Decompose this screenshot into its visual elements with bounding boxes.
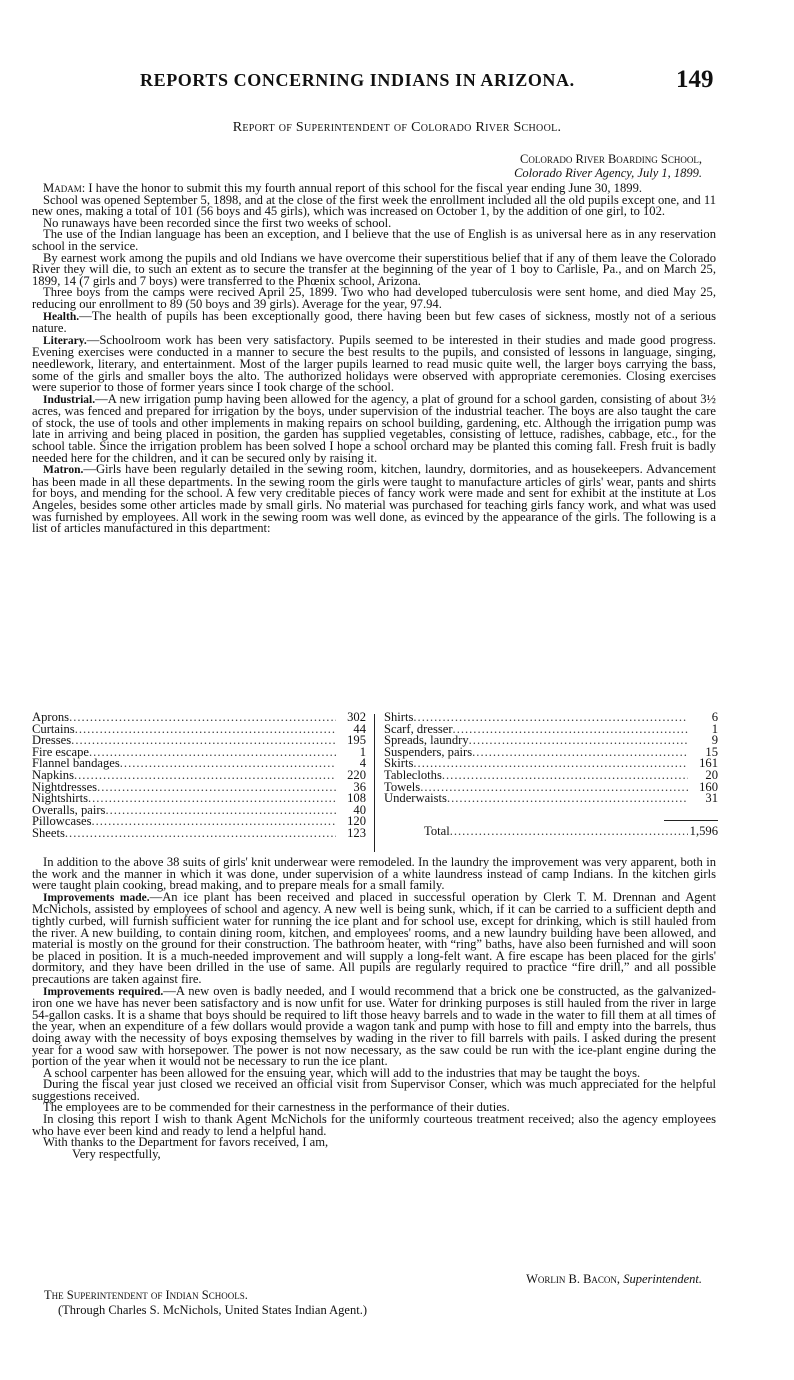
paragraph: In addition to the above 38 suits of girls' knit underwear were remodeled. In the laundry the improvement was very apparent, both in the work and the manner in which it was done, under supervision of a white laundress instead of camp Indians. In the kitchen girls were taught plain cooking, bread making, and to prepare meals for a small family. — [32, 855, 716, 893]
section-heading: Matron. — [43, 464, 84, 477]
addressee-line-1: The Superintendent of Indian Schools. — [44, 1288, 248, 1302]
table-row: Sheets ..... 123 — [32, 828, 366, 840]
dateline — [514, 152, 702, 180]
paragraph: A school carpenter has been allowed for the ensuing year, which will add to the industries that may be taught the boys. — [43, 1065, 641, 1080]
improvements-made-paragraph: Improvements made.—An ice plant has been received and placed in successful operation by Clerk T. M. Drennan and Agent McNichols, assisted by employees of school and agency. A new well is being sunk, which, if it can be carried to a sufficient depth and tightly curbed, will furnish sufficient water for running the ice plant and for school use, except for drinking, which is still hauled from the river. A new building, to contain dining room, kitchen, and employees' rooms, and a new laundry building have been allowed, and material is mostly on the ground for their construction. The bathroom heater, with “ring” baths, have also been furnished and will soon be placed in position. It is a much-needed improvement and will supply a long-felt want. A fire escape has been placed for the girls' dormitory, and they have been drilled in the use of same. All pupils are regularly required to practice “fire drill,” and all possible precautions are taken against fire. — [32, 889, 716, 986]
total-row: Total ..... 1,596 — [424, 826, 718, 838]
salutation: Madam: — [43, 181, 86, 195]
total-rule — [664, 820, 718, 821]
table-row: Skirts ..... 161 — [384, 758, 718, 770]
paragraph: By earnest work among the pupils and old Indians we have overcome their superstitious belief that if any of them leave the Colorado River they will die, to such an extent as to secure the transfer at the beginning of the year of 1 boy to Carlisle, Pa., and on March 25, 1899, 14 (7 girls and 7 boys) were transferred to the Phœnix school, Arizona. — [32, 250, 716, 288]
table-row: Spreads, laundry ..... 9 — [384, 735, 718, 747]
section-heading: Literary. — [43, 334, 87, 347]
column-divider — [374, 714, 375, 852]
valediction: Very respectfully, — [72, 1146, 161, 1161]
health-paragraph: Health.—The health of pupils has been exceptionally good, there having been but few cases of sickness, mostly not of a serious nature. — [32, 308, 716, 336]
paragraph: Madam: I have the honor to submit this my fourth annual report of this school for the fiscal year ending June 30, 1899. — [43, 181, 643, 195]
table-row: Shirts ..... 6 — [384, 712, 718, 724]
addressee — [44, 1288, 367, 1318]
table-row: Nightshirts ..... 108 — [32, 793, 366, 805]
signatory-name: Worlin B. Bacon, — [526, 1272, 621, 1286]
paragraph: The use of the Indian language has been an exception, and I believe that the use of English is as universal here as in any reservation school in the service. — [32, 227, 716, 253]
matron-paragraph: Matron.—Girls have been regularly detailed in the sewing room, kitchen, laundry, dormitories, and as housekeepers. Advancement has been made in all these departments. In the sewing room the girls were taught to manufacture articles of girls' wear, pants and shirts for boys, and mending for the school. A few very creditable pieces of fancy work were made and sent for exhibit at the institute at Los Angeles, besides some other articles made by small girls. No material was purchased for teaching girls fancy work, and what was used was furnished by employees. All work in the sewing room was well done, as evinced by the appearance of the girls. The following is a list of articles manufactured in this department: — [32, 462, 716, 536]
improvements-required-paragraph: Improvements required.—A new oven is badly needed, and I would recommend that a brick one be constructed, as the galvanized-iron one we have has never been satisfactory and is now unfit for use. Water for drinking purposes is still hauled from the river in large 54-gallon casks. It is a shame that boys should be required to lift those heavy barrels and to wade in the water to fill them at all times of the year, when an expenditure of a few dollars would provide a wagon tank and pump with hose to fill and empty into the barrels, thus doing away with the necessity of boys exposing themselves by wading in the river to fill barrels with pails. I asked during the present year for a wood saw with horsepower. The power is not now necessary, as the saw could be run with the ice-plant engine during the portion of the year when it would not be necessary to run the ice plant. — [32, 983, 716, 1069]
articles-right-column — [384, 710, 718, 838]
table-row: Curtains ..... 44 — [32, 724, 366, 736]
table-row: Napkins ..... 220 — [32, 770, 366, 782]
signatory-title: Superintendent. — [623, 1272, 702, 1286]
dateline-school: Colorado River Boarding School, — [520, 152, 702, 166]
articles-left-column — [32, 712, 366, 840]
paragraph: With thanks to the Department for favors received, I am, — [43, 1135, 329, 1150]
table-row: Tablecloths ..... 20 — [384, 770, 718, 782]
dateline-place-date: Colorado River Agency, July 1, 1899. — [514, 166, 702, 180]
body-text-upper — [32, 183, 716, 535]
paragraph: The employees are to be commended for their carnestness in the performance of their duties. — [43, 1100, 510, 1115]
table-row: Overalls, pairs ..... 40 — [32, 805, 366, 817]
paragraph: In closing this report I wish to thank Agent McNichols for the uniformly courteous treatment received; also the agency employees who have ever been kind and ready to lend a helpful hand. — [32, 1112, 716, 1138]
running-title: REPORTS CONCERNING INDIANS IN ARIZONA. — [140, 70, 575, 90]
table-row: Pillowcases ..... 120 — [32, 816, 366, 828]
articles-table — [32, 712, 720, 854]
table-row: Aprons ..... 302 — [32, 712, 366, 724]
section-heading: Industrial. — [43, 393, 96, 406]
body-text-lower — [32, 857, 716, 1160]
table-row: Nightdresses ..... 36 — [32, 782, 366, 794]
section-heading: Improvements made. — [43, 891, 150, 904]
paragraph: No runaways have been recorded since the first two weeks of school. — [43, 215, 392, 230]
paragraph: Three boys from the camps were recived April 25, 1899. Two who had developed tuberculosis were sent home, and died May 25, reducing our enrollment to 89 (50 boys and 39 girls). Average for the year, 97.94. — [32, 285, 716, 311]
paragraph: School was opened September 5, 1898, and at the close of the first week the enrollment included all the old pupils except one, and 11 new ones, making a total of 101 (56 boys and 45 girls), which was increased on October 1, by the addition of one girl, to 102. — [32, 192, 716, 219]
paragraph: During the fiscal year just closed we received an official visit from Supervisor Conser, which was much appreciated for the helpful suggestions received. — [32, 1077, 716, 1103]
page-number: 149 — [676, 66, 714, 93]
industrial-paragraph: Industrial.—A new irrigation pump having been allowed for the agency, a plat of ground for a school garden, consisting of about 3½ acres, was fenced and prepared for irrigation by the boys, under supervision of the industrial teacher. The boys are also taught the care of stock, the use of tools and other implements in making repairs on school building, gardening, etc. Although the irrigation pump was late in arriving and being placed in position, the garden has supplied vegetables, consisting of lettuce, radishes, cabbage, etc., for the school table. Since the irrigation problem has been solved I hope a school orchard may be planted this coming fall. Fresh fruit is badly needed here for the children, and it can be secured only by raising it. — [32, 391, 716, 465]
page-header — [0, 66, 794, 96]
table-row: Suspenders, pairs ..... 15 — [384, 747, 718, 759]
signature — [526, 1272, 702, 1287]
literary-paragraph: Literary.—Schoolroom work has been very satisfactory. Pupils seemed to be interested in their studies and made good progress. Evening exercises were conducted in a manner to secure the best results to the pupils, and consisted of lessons in language, singing, needlework, literary, and entertainment. Most of the larger pupils learned to read music quite well, the larger boys carrying the bass, some of the girls and smaller boys the alto. The authorized holidays were observed with appropriate ceremonies. Closing exercises were superior to those of former years since I took charge of the school. — [32, 332, 716, 395]
table-row: Dresses ..... 195 — [32, 735, 366, 747]
table-row: Scarf, dresser ..... 1 — [384, 724, 718, 736]
section-heading: Health. — [43, 310, 80, 323]
section-heading: Improvements required. — [43, 985, 164, 998]
addressee-line-2: (Through Charles S. McNichols, United States Indian Agent.) — [58, 1303, 367, 1317]
report-title: Report of Superintendent of Colorado River School. — [232, 120, 562, 135]
table-row: Underwaists ..... 31 — [384, 793, 718, 805]
table-row: Fire escape ..... 1 — [32, 747, 366, 759]
table-row: Towels ..... 160 — [384, 782, 718, 794]
table-row: Flannel bandages ..... 4 — [32, 758, 366, 770]
